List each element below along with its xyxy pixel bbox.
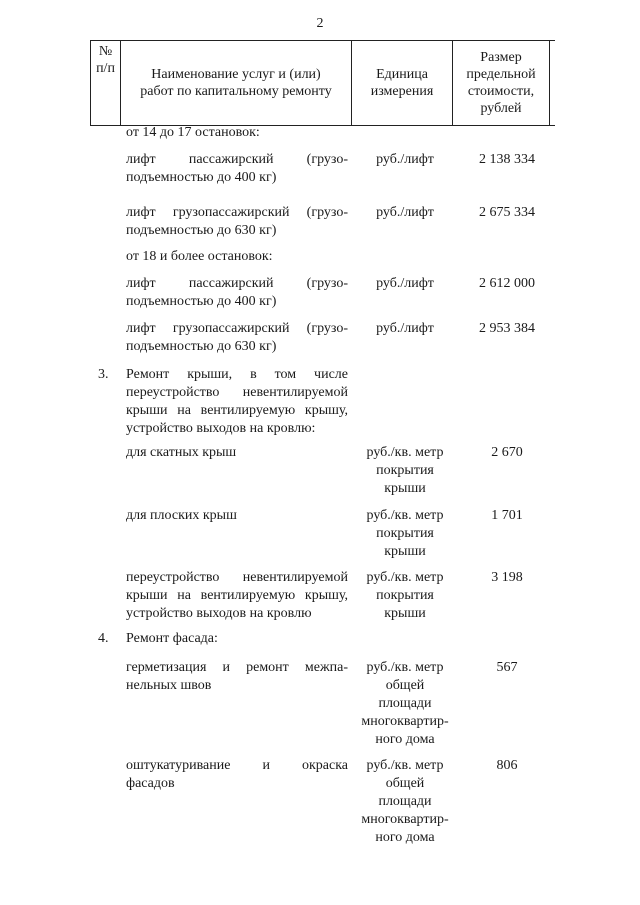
row-name-line: герметизация и ремонт межпа- (126, 660, 348, 675)
row-unit-line: покрытия (376, 588, 434, 603)
row-name-line: оштукатуривание и окраска (126, 758, 348, 773)
row-name (126, 569, 348, 623)
row-name-line: подъемностью до 400 кг) (126, 294, 277, 309)
row-name-line: фасадов (126, 776, 175, 791)
row-name (126, 366, 348, 438)
row-unit (352, 444, 458, 498)
row-unit-line: ного дома (375, 830, 435, 845)
row-unit-line: покрытия (376, 463, 434, 478)
header-price-text: Размер предельной стоимости, рублей (466, 50, 536, 116)
row-price: 806 (496, 758, 518, 773)
header-num (90, 41, 120, 125)
row-name: Ремонт фасада: (126, 631, 218, 646)
row-name: для плоских крыш (126, 508, 237, 523)
row-name-line: переустройство невентилируемой (126, 570, 348, 585)
row-unit-line: ного дома (375, 732, 435, 747)
row-unit-line: руб./кв. метр (366, 660, 444, 675)
row-price: 2 612 000 (479, 276, 535, 291)
row-unit (352, 569, 458, 623)
row-price: 2 953 384 (479, 321, 535, 336)
row-price: 1 701 (491, 508, 523, 523)
row-name-line: лифт грузопассажирский (грузо- (126, 205, 348, 220)
row-unit-line: покрытия (376, 526, 434, 541)
row-name-line: устройство выходов на кровлю (126, 606, 312, 621)
row-unit-line: общей (385, 776, 425, 791)
row-name (126, 757, 348, 793)
row-price: 2 670 (491, 445, 523, 460)
row-unit-line: общей (385, 678, 425, 693)
row-unit-line: руб./кв. метр (366, 445, 444, 460)
row-name (126, 204, 348, 240)
row-name-line: подъемностью до 400 кг) (126, 170, 277, 185)
row-unit-line: многоквартир- (361, 812, 449, 827)
row-name-line: устройство выходов на кровлю: (126, 421, 316, 436)
row-name (126, 151, 348, 187)
row-name: от 14 до 17 остановок: (126, 125, 260, 140)
row-name-line: подъемностью до 630 кг) (126, 339, 277, 354)
row-unit-line: руб./кв. метр (366, 570, 444, 585)
row-unit: руб./лифт (376, 276, 434, 291)
row-unit (352, 757, 458, 847)
row-unit-line: площади (378, 794, 432, 809)
row-unit: руб./лифт (376, 152, 434, 167)
row-unit (352, 659, 458, 749)
row-price: 3 198 (491, 570, 523, 585)
row-name-line: лифт грузопассажирский (грузо- (126, 321, 348, 336)
header-price (452, 41, 550, 125)
row-unit-line: руб./кв. метр (366, 758, 444, 773)
row-name-line: нельных швов (126, 678, 212, 693)
row-name (126, 320, 348, 356)
row-num: 4. (98, 631, 109, 646)
row-price: 2 138 334 (479, 152, 535, 167)
row-name: от 18 и более остановок: (126, 249, 273, 264)
row-unit: руб./лифт (376, 205, 434, 220)
row-name-line: подъемностью до 630 кг) (126, 223, 277, 238)
row-unit-line: многоквартир- (361, 714, 449, 729)
row-name: для скатных крыш (126, 445, 237, 460)
row-unit-line: крыши (384, 544, 426, 559)
row-name-line: переустройство невентилируемой (126, 385, 348, 400)
row-name-line: лифт пассажирский (грузо- (126, 152, 348, 167)
row-name-line: лифт пассажирский (грузо- (126, 276, 348, 291)
row-unit-line: площади (378, 696, 432, 711)
row-name-line: Ремонт крыши, в том числе (126, 367, 348, 382)
row-name (126, 275, 348, 311)
header-unit-text: Единица измерения (370, 67, 434, 99)
row-unit-line: крыши (384, 606, 426, 621)
row-price: 567 (496, 660, 518, 675)
row-unit: руб./лифт (376, 321, 434, 336)
header-name (120, 41, 351, 125)
header-unit (351, 41, 452, 125)
row-name (126, 659, 348, 695)
header-num-text: № п/п (96, 44, 115, 76)
row-name-line: крыши на вентилируемую крышу, (126, 588, 348, 603)
row-unit (352, 507, 458, 561)
table-header (90, 40, 555, 126)
row-price: 2 675 334 (479, 205, 535, 220)
row-num: 3. (98, 367, 109, 382)
header-name-text: Наименование услуг и (или) работ по капитальному ремонту (140, 67, 332, 99)
page-number: 2 (316, 16, 324, 31)
row-unit-line: руб./кв. метр (366, 508, 444, 523)
row-unit-line: крыши (384, 481, 426, 496)
row-name-line: крыши на вентилируемую крышу, (126, 403, 348, 418)
